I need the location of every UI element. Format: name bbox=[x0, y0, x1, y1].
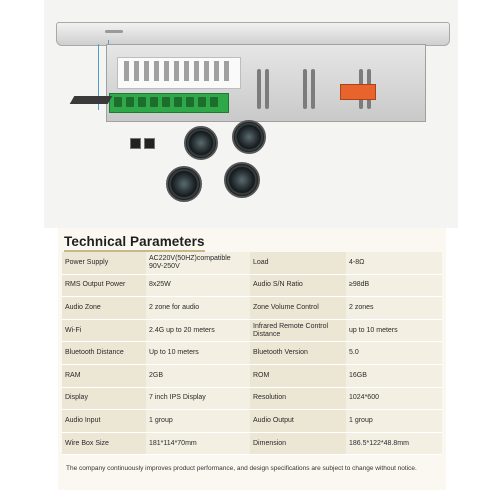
spec-key: Audio S/N Ratio bbox=[250, 274, 346, 297]
panel-slot bbox=[105, 30, 123, 33]
spec-table bbox=[62, 252, 442, 455]
spec-value: 4-8Ω bbox=[346, 252, 442, 274]
spec-value: up to 10 meters bbox=[346, 319, 442, 342]
spec-key: Load bbox=[250, 252, 346, 274]
spec-key: Wire Box Size bbox=[62, 432, 146, 455]
spec-key: Power Supply bbox=[62, 252, 146, 274]
vent-slot bbox=[257, 69, 261, 109]
vent-slot bbox=[303, 69, 307, 109]
ir-module bbox=[144, 138, 155, 149]
table-row bbox=[62, 297, 442, 320]
spec-value: 16GB bbox=[346, 364, 442, 387]
spec-value: 2 zone for audio bbox=[146, 297, 250, 320]
orange-terminal-block bbox=[340, 84, 376, 100]
spec-key: Display bbox=[62, 387, 146, 410]
spec-value: 8x25W bbox=[146, 274, 250, 297]
spec-value: Up to 10 meters bbox=[146, 342, 250, 365]
vent-slot bbox=[265, 69, 269, 109]
spec-value: 7 inch IPS Display bbox=[146, 387, 250, 410]
spec-key: Bluetooth Version bbox=[250, 342, 346, 365]
spec-value: ≥98dB bbox=[346, 274, 442, 297]
vent-slot bbox=[311, 69, 315, 109]
display-panel-edge bbox=[56, 22, 450, 46]
table-row bbox=[62, 274, 442, 297]
ceiling-speaker bbox=[232, 120, 266, 154]
table-row bbox=[62, 364, 442, 387]
table-row bbox=[62, 410, 442, 433]
ceiling-speaker bbox=[224, 162, 260, 198]
wall-box-body bbox=[106, 44, 426, 122]
spec-key: Infrared Remote Control Distance bbox=[250, 319, 346, 342]
table-row bbox=[62, 319, 442, 342]
table-row bbox=[62, 252, 442, 274]
spec-value: 2GB bbox=[146, 364, 250, 387]
spec-key: Audio Zone bbox=[62, 297, 146, 320]
spec-value: 186.5*122*48.8mm bbox=[346, 432, 442, 455]
spec-value: 2.4G up to 20 meters bbox=[146, 319, 250, 342]
spec-key: RAM bbox=[62, 364, 146, 387]
table-row bbox=[62, 342, 442, 365]
ceiling-speaker bbox=[166, 166, 202, 202]
spec-key: Zone Volume Control bbox=[250, 297, 346, 320]
spec-key: Audio Input bbox=[62, 410, 146, 433]
spec-key: Resolution bbox=[250, 387, 346, 410]
spec-value: 181*114*70mm bbox=[146, 432, 250, 455]
ceiling-speaker bbox=[184, 126, 218, 160]
green-terminal-block bbox=[109, 93, 229, 113]
spec-value: AC220V(50HZ)compatible 90V-250V bbox=[146, 252, 250, 274]
table-row bbox=[62, 387, 442, 410]
table-row bbox=[62, 432, 442, 455]
product-photo bbox=[44, 0, 458, 228]
spec-value: 1 group bbox=[346, 410, 442, 433]
spec-key: Audio Output bbox=[250, 410, 346, 433]
spec-key: Dimension bbox=[250, 432, 346, 455]
spec-value: 5.0 bbox=[346, 342, 442, 365]
section-title: Technical Parameters bbox=[64, 234, 205, 252]
spec-value: 1024*600 bbox=[346, 387, 442, 410]
technical-parameters-section bbox=[58, 228, 446, 490]
spec-key: Wi-Fi bbox=[62, 319, 146, 342]
spec-key: ROM bbox=[250, 364, 346, 387]
spec-key: RMS Output Power bbox=[62, 274, 146, 297]
terminal-label-sticker bbox=[117, 57, 241, 89]
remote-control bbox=[70, 96, 113, 104]
spec-key: Bluetooth Distance bbox=[62, 342, 146, 365]
spec-value: 2 zones bbox=[346, 297, 442, 320]
spec-value: 1 group bbox=[146, 410, 250, 433]
disclaimer-note: The company continuously improves product performance, and design specifications are subject to change without notice. bbox=[66, 465, 417, 472]
ir-module bbox=[130, 138, 141, 149]
